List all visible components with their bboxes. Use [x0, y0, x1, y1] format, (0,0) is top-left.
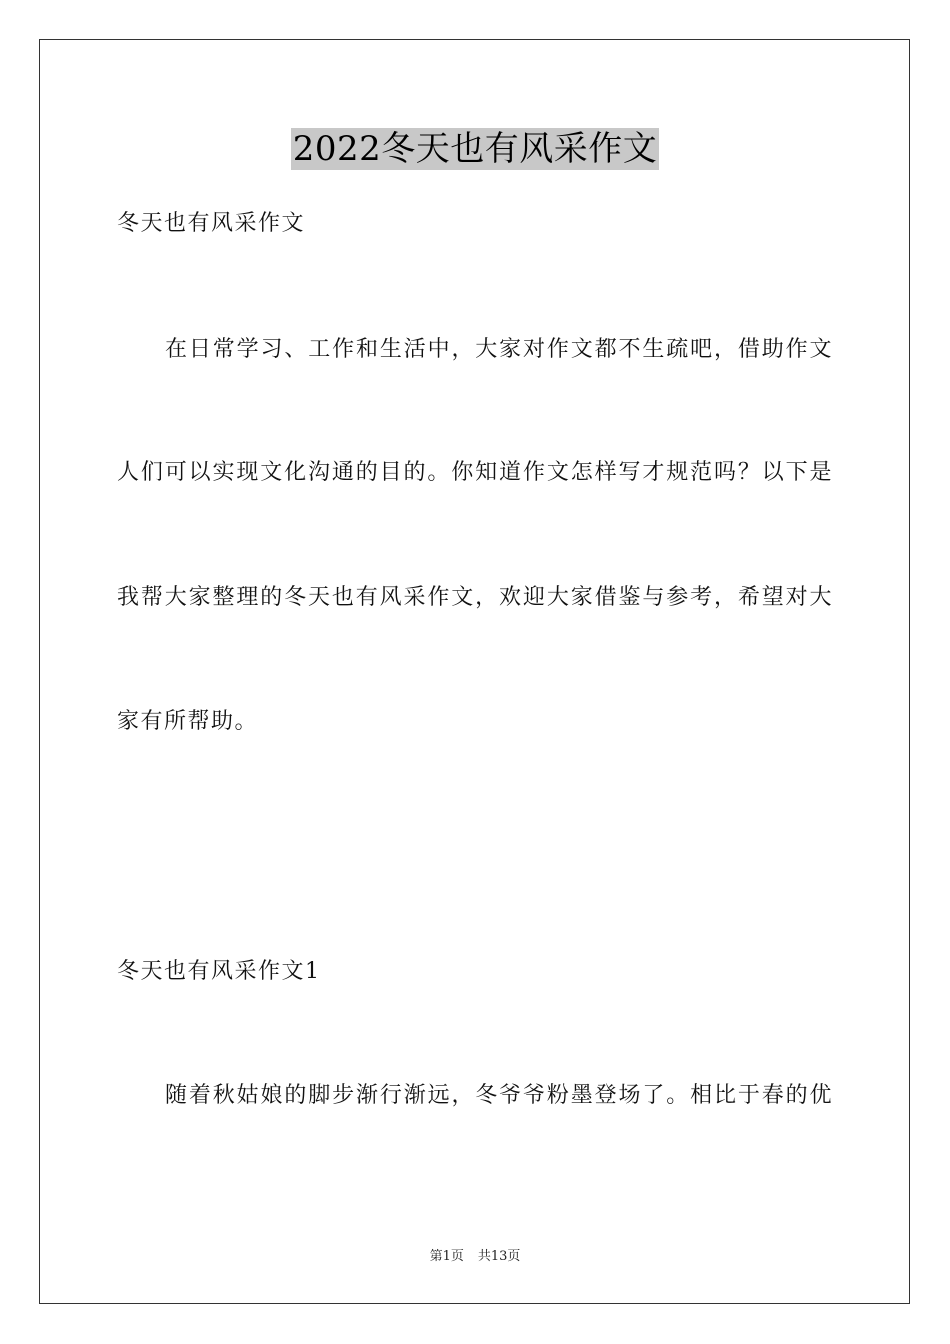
paragraph-line: 人们可以实现文化沟通的目的。你知道作文怎样写才规范吗？以下是: [117, 460, 833, 485]
page-total: 共13页: [477, 1249, 521, 1264]
paragraph-line: 在日常学习、工作和生活中，大家对作文都不生疏吧，借助作文: [165, 337, 833, 362]
paragraph-line: 我帮大家整理的冬天也有风采作文，欢迎大家借鉴与参考，希望对大: [117, 585, 833, 610]
page-number: 第1页: [429, 1249, 464, 1264]
title-container: [0, 128, 950, 170]
paragraph-line: 随着秋姑娘的脚步渐行渐远，冬爷爷粉墨登场了。相比于春的优: [165, 1083, 833, 1108]
document-title: 2022冬天也有风采作文: [292, 129, 658, 169]
subtitle-line: 冬天也有风采作文: [117, 211, 306, 236]
page-footer: [0, 1248, 950, 1266]
paragraph-line: 家有所帮助。: [117, 709, 259, 734]
section-heading: 冬天也有风采作文1: [117, 959, 321, 984]
